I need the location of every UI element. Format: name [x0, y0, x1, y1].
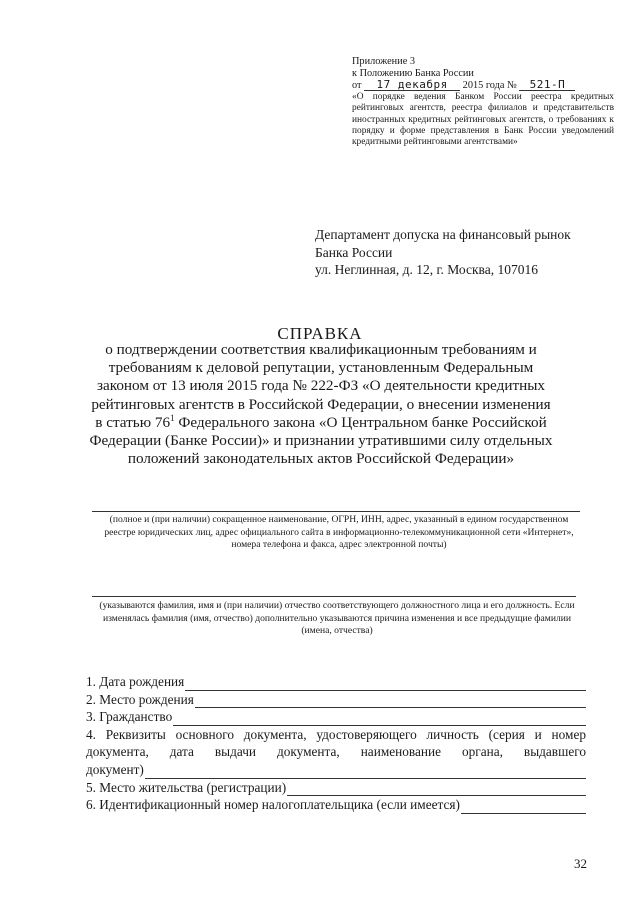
id-doc-label-line-2: документа, дата выдачи документа, наименование органа, выдавшего — [86, 744, 586, 760]
id-doc-label-line-3: документ) — [86, 761, 144, 777]
recipient-line-2: Банка России — [315, 244, 393, 260]
tax-id-label: 6. Идентификационный номер налогоплательщика (если имеется) — [86, 797, 460, 813]
item-residence — [86, 779, 586, 797]
person-info-caption: (указываются фамилия, имя и (при наличии) отчество соответствующего должностного лица и его должность. Если изменялась фамилия (имя, отчество) дополнительно указываются причина изменения и все предыдущие фамилии (имена, отчества) — [99, 600, 575, 636]
document-title: СПРАВКА — [277, 324, 363, 343]
annex-date-line — [352, 79, 614, 92]
person-info-field[interactable] — [92, 596, 576, 597]
org-info-caption: (полное и (при наличии) сокращенное наименование, ОГРН, ИНН, адрес, указанный в едином государственном реестре юридических лиц, адрес официального сайта в информационно-телекоммуникационной сети «Интернет», номера телефона и факса, адрес электронной почты) — [104, 514, 574, 550]
subtitle-part-1: о подтверждении соответствия квалификационным требованиям и требованиям к деловой репутации, установленным Федеральным законом от 13 июля 2015 года № 222-ФЗ «О деятельности кредитных рейтинговых агентств в Российской Федерации, о внесении изменения в статью 76 — [91, 341, 551, 431]
id-doc-label-line-1: 4. Реквизиты основного документа, удостоверяющего личность (серия и номер — [86, 726, 586, 742]
org-info-field[interactable] — [92, 511, 580, 512]
tax-id-field[interactable] — [461, 801, 586, 814]
item-id-document — [86, 761, 586, 779]
residence-field[interactable] — [287, 783, 586, 796]
recipient-line-3: ул. Неглинная, д. 12, г. Москва, 107016 — [315, 262, 538, 277]
subtitle-superscript: 1 — [170, 412, 175, 423]
annex-line-1: Приложение 3 — [352, 56, 415, 67]
item-birth-place — [86, 691, 586, 709]
annex-block — [352, 56, 614, 149]
item-birth-date — [86, 673, 586, 691]
birth-place-label: 2. Место рождения — [86, 691, 194, 707]
annex-date-value: 17 декабря — [364, 79, 460, 91]
annex-year: 2015 года № — [462, 80, 517, 92]
item-citizenship — [86, 708, 586, 726]
annex-from: от — [352, 80, 362, 92]
birth-date-label: 1. Дата рождения — [86, 674, 185, 689]
document-subtitle — [86, 341, 556, 468]
questionnaire-items — [86, 673, 586, 814]
item-tax-id — [86, 796, 586, 814]
recipient-block — [315, 226, 571, 279]
id-document-field[interactable] — [145, 766, 586, 779]
annex-line-2: к Положению Банка России — [352, 67, 474, 79]
recipient-line-1: Департамент допуска на финансовый рынок — [315, 227, 571, 242]
residence-label: 5. Место жительства (регистрации) — [86, 779, 287, 795]
subtitle-part-2: Федерального закона «О Центральном банке Российской Федерации (Банке России)» и признании утратившими силу отдельных положений законодательных актов Российской Федерации» — [89, 413, 553, 468]
birth-date-field[interactable] — [185, 678, 586, 691]
annex-description: «О порядке ведения Банком России реестра кредитных рейтинговых агентств, реестра филиалов и представительств иностранных кредитных рейтинговых агентств, о требованиях к порядку и форме представления в Банк России уведомлений кредитными рейтинговыми агентствами» — [352, 91, 614, 148]
birth-place-field[interactable] — [195, 695, 586, 708]
annex-number-value: 521-П — [519, 79, 575, 91]
citizenship-label: 3. Гражданство — [86, 709, 173, 725]
page-number: 32 — [574, 856, 587, 871]
citizenship-field[interactable] — [173, 713, 586, 726]
